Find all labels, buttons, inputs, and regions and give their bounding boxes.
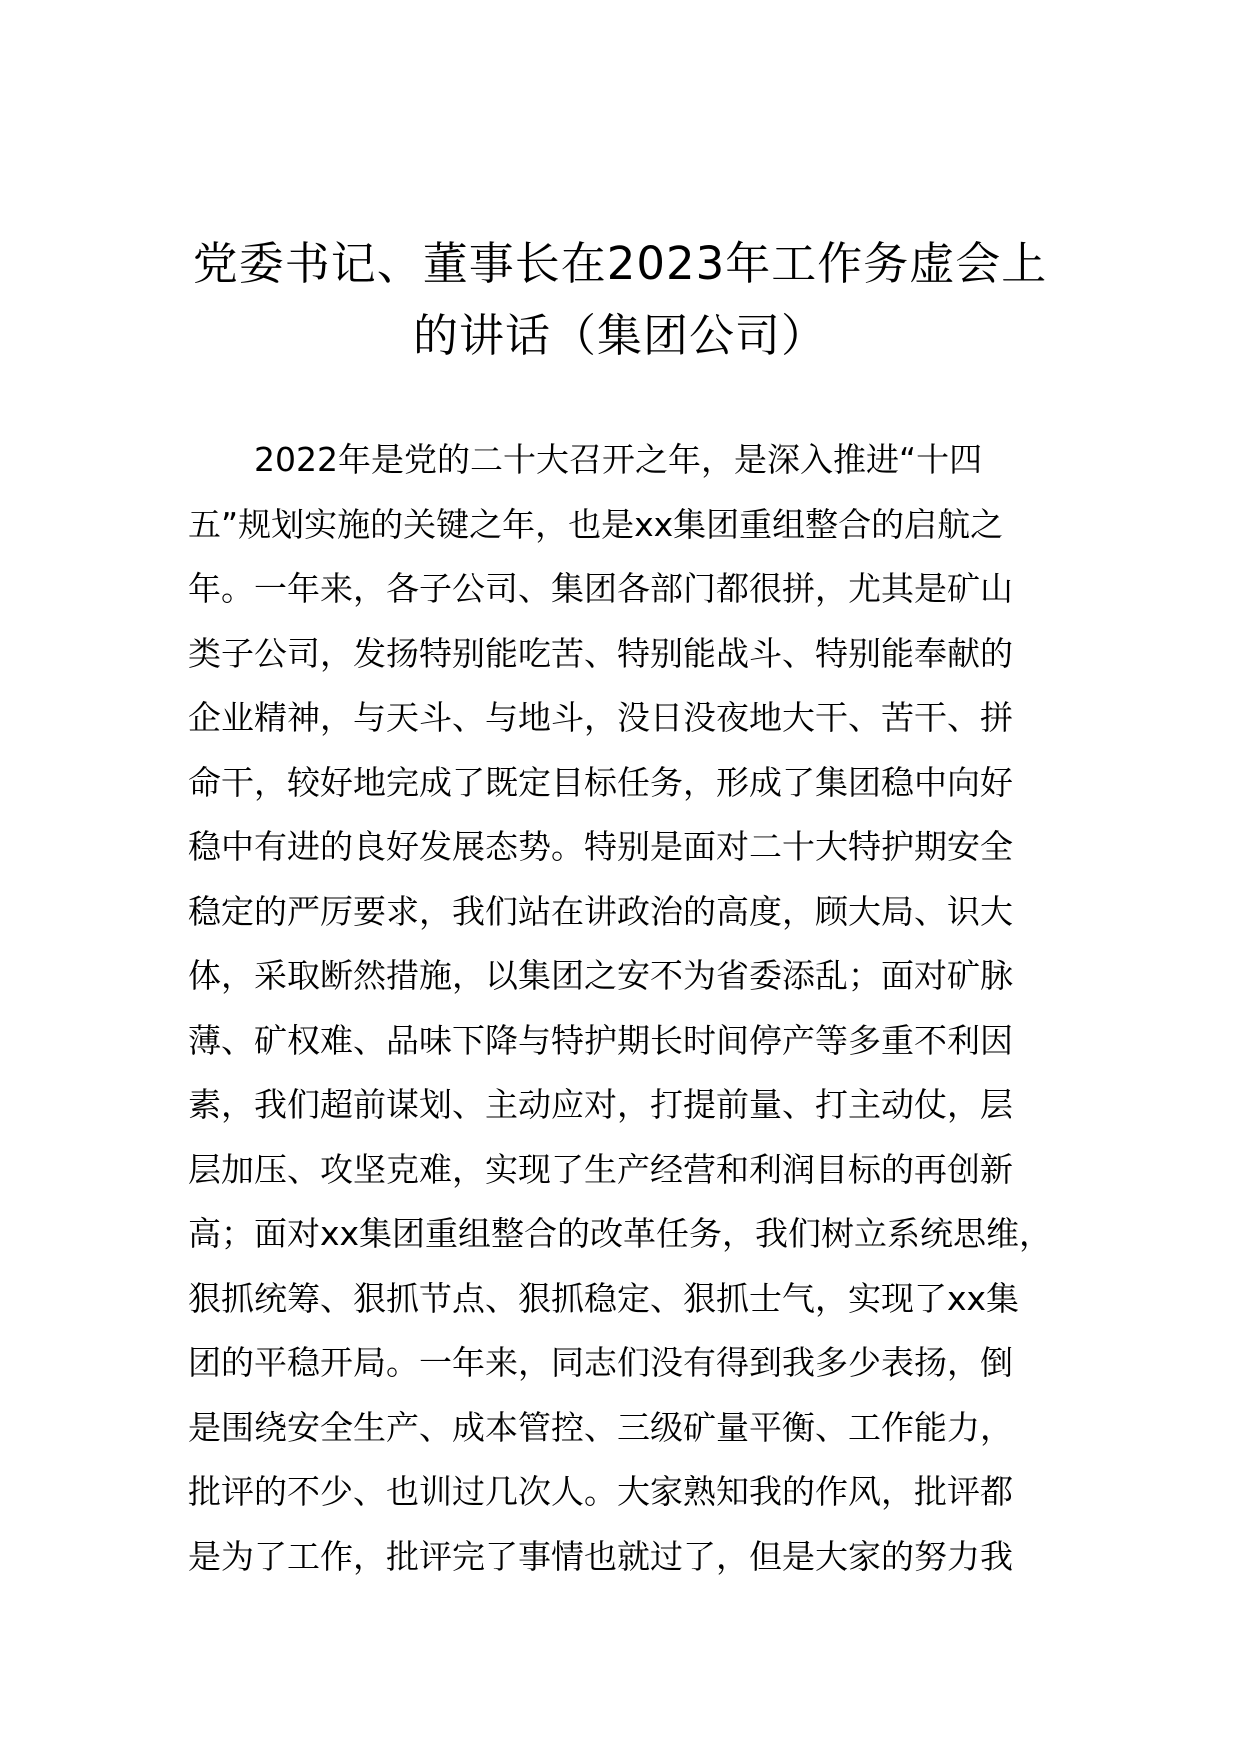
body-line: 命干，较好地完成了既定目标任务，形成了集团稳中向好 [188,762,1013,802]
body-line: 薄、矿权难、品味下降与特护期长时间停产等多重不利因 [188,1020,1013,1060]
document-title [190,228,1050,372]
body-line: 批评的不少、也训过几次人。大家熟知我的作风，批评都 [188,1472,1013,1511]
body-line: 体，采取断然措施，以集团之安不为省委添乱；面对矿脉 [188,956,1013,995]
body-paragraph [188,428,1088,1589]
body-line: 素，我们超前谋划、主动应对，打提前量、打主动仗，层 [188,1085,1013,1124]
title-line-2: 的讲话（集团公司） [412,309,827,362]
body-line: 企业精神，与天斗、与地斗，没日没夜地大干、苦干、拼 [188,698,1013,737]
body-line: 高；面对xx集团重组整合的改革任务，我们树立系统思维， [188,1214,1053,1253]
body-line: 狠抓统筹、狠抓节点、狠抓稳定、狠抓士气，实现了xx集 [188,1278,1020,1318]
body-line: 类子公司，发扬特别能吃苦、特别能战斗、特别能奉献的 [188,633,1013,673]
body-line: 五”规划实施的关键之年，也是xx集团重组整合的启航之 [188,504,1004,544]
body-line: 层加压、攻坚克难，实现了生产经营和利润目标的再创新 [188,1149,1013,1189]
body-line: 稳中有进的良好发展态势。特别是面对二十大特护期安全 [188,827,1013,866]
body-line: 是围绕安全生产、成本管控、三级矿量平衡、工作能力， [188,1407,1013,1447]
body-line: 年。一年来，各子公司、集团各部门都很拼，尤其是矿山 [188,569,1013,608]
body-line: 是为了工作，批评完了事情也就过了，但是大家的努力我 [188,1536,1013,1576]
body-line: 团的平稳开局。一年来，同志们没有得到我多少表扬，倒 [188,1343,1013,1382]
body-line: 稳定的严厉要求，我们站在讲政治的高度，顾大局、识大 [188,891,1013,931]
body-line: 2022年是党的二十大召开之年，是深入推进“十四 [254,440,983,479]
title-line-1: 党委书记、董事长在2023年工作务虚会上 [192,237,1048,290]
